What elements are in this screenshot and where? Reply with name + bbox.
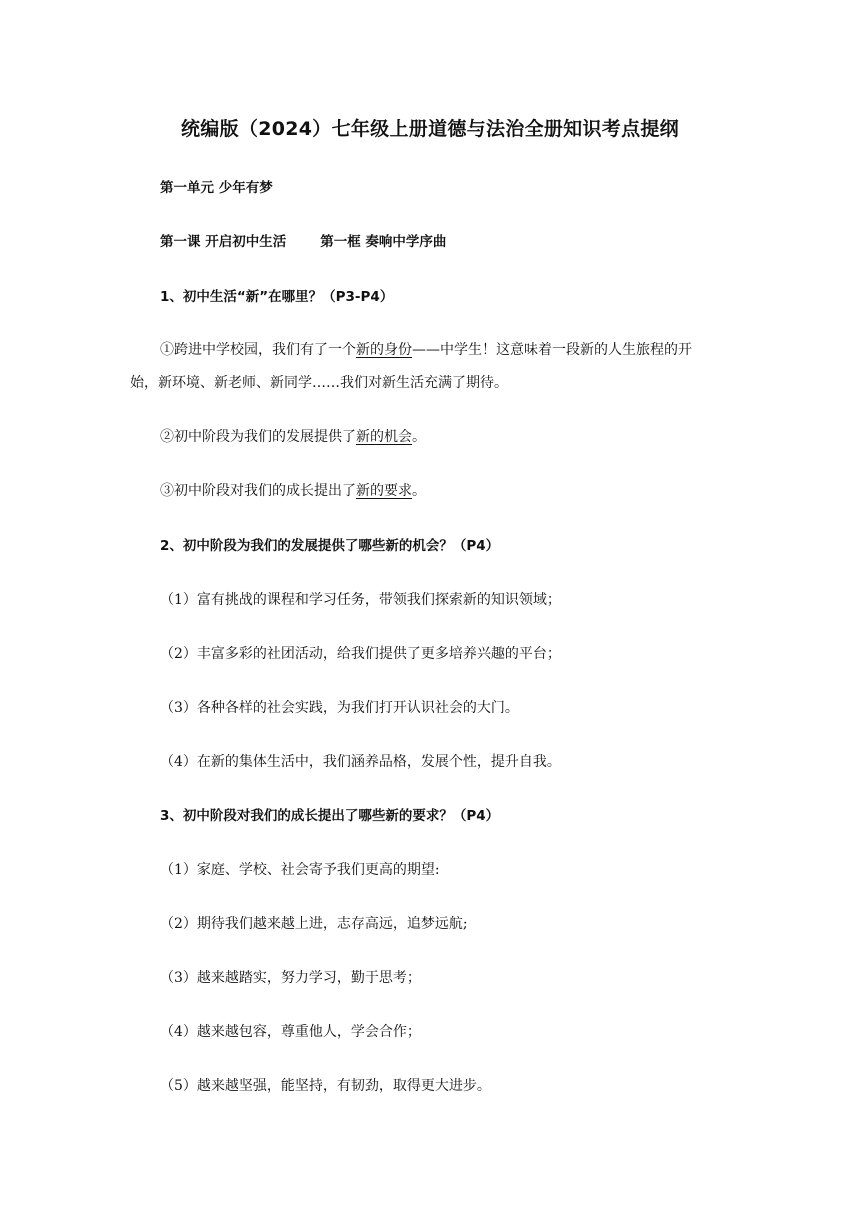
frame-title: 第一框 奏响中学序曲 <box>320 234 447 250</box>
q3-item-3: （3）越来越踏实，努力学习，勤于思考； <box>160 970 421 986</box>
underlined-term: 新的机会 <box>356 429 412 445</box>
lesson-heading <box>160 232 446 252</box>
lesson-title: 第一课 开启初中生活 <box>160 234 287 250</box>
q2-item-4: （4）在新的集体生活中，我们涵养品格，发展个性，提升自我。 <box>160 754 561 770</box>
q3-heading: 3、初中阶段对我们的成长提出了哪些新的要求？（P4） <box>160 808 500 824</box>
q3-item-5: （5）越来越坚强，能坚持，有韧劲，取得更大进步。 <box>160 1078 491 1094</box>
q2-item-2: （2）丰富多彩的社团活动，给我们提供了更多培养兴趣的平台； <box>160 646 561 662</box>
unit-heading: 第一单元 少年有梦 <box>160 180 273 196</box>
q2-item-3: （3）各种各样的社会实践，为我们打开认识社会的大门。 <box>160 700 519 716</box>
q1-paragraph-3: ③初中阶段对我们的成长提出了新的要求。 <box>160 483 426 499</box>
q3-item-4: （4）越来越包容，尊重他人，学会合作； <box>160 1024 421 1040</box>
underlined-term: 新的要求 <box>356 483 412 499</box>
document-title: 统编版（2024）七年级上册道德与法治全册知识考点提纲 <box>181 118 679 140</box>
q1-heading: 1、初中生活“新”在哪里？（P3-P4） <box>160 289 394 305</box>
underlined-term: 新的身份 <box>356 342 412 358</box>
q3-item-2: （2）期待我们越来越上进，志存高远，追梦远航; <box>160 916 468 932</box>
q3-item-1: （1）家庭、学校、社会寄予我们更高的期望: <box>160 862 440 878</box>
q1-paragraph-2: ②初中阶段为我们的发展提供了新的机会。 <box>160 429 426 445</box>
q1-paragraph-1: ①跨进中学校园，我们有了一个新的身份——中学生！这意味着一段新的人生旅程的开 <box>160 342 692 358</box>
q2-heading: 2、初中阶段为我们的发展提供了哪些新的机会？（P4） <box>160 538 500 554</box>
q2-item-1: （1）富有挑战的课程和学习任务，带领我们探索新的知识领域； <box>160 592 561 608</box>
q1-paragraph-1-continued: 始，新环境、新老师、新同学……我们对新生活充满了期待。 <box>130 375 508 391</box>
